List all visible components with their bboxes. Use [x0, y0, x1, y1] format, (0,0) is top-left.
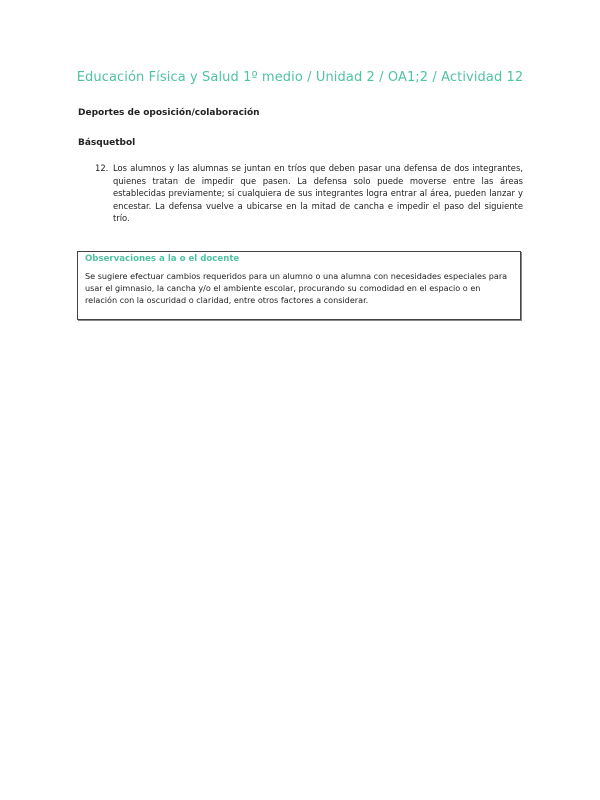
- observations-text: Se sugiere efectuar cambios requeridos para un alumno o una alumna con necesidades especiales para usar el gimnasio, la cancha y/o el ambiente escolar, procurando su comodidad en el espacio o en relación con la oscuridad o claridad, entre otros factores a considerar.: [85, 271, 508, 306]
- section-title: Deportes de oposición/colaboración: [78, 108, 260, 118]
- activity-number: 12.: [95, 163, 109, 173]
- subsection-title: Básquetbol: [78, 138, 136, 148]
- observations-title: Observaciones a la o el docente: [85, 254, 240, 264]
- page-title: Educación Física y Salud 1º medio / Unidad 2 / OA1;2 / Actividad 12: [76, 70, 524, 85]
- activity-text: Los alumnos y las alumnas se juntan en tríos que deben pasar una defensa de dos integrantes, quienes tratan de impedir que pasen. La defensa solo puede moverse entre las áreas establecidas previamente; si cualquiera de sus integrantes logra entrar al área, pueden lanzar y encestar. La defensa vuelve a ubicarse en la mitad de cancha e impedir el paso del siguiente trío.: [113, 163, 523, 224]
- observations-box: [77, 251, 521, 320]
- activity-item: [95, 162, 523, 225]
